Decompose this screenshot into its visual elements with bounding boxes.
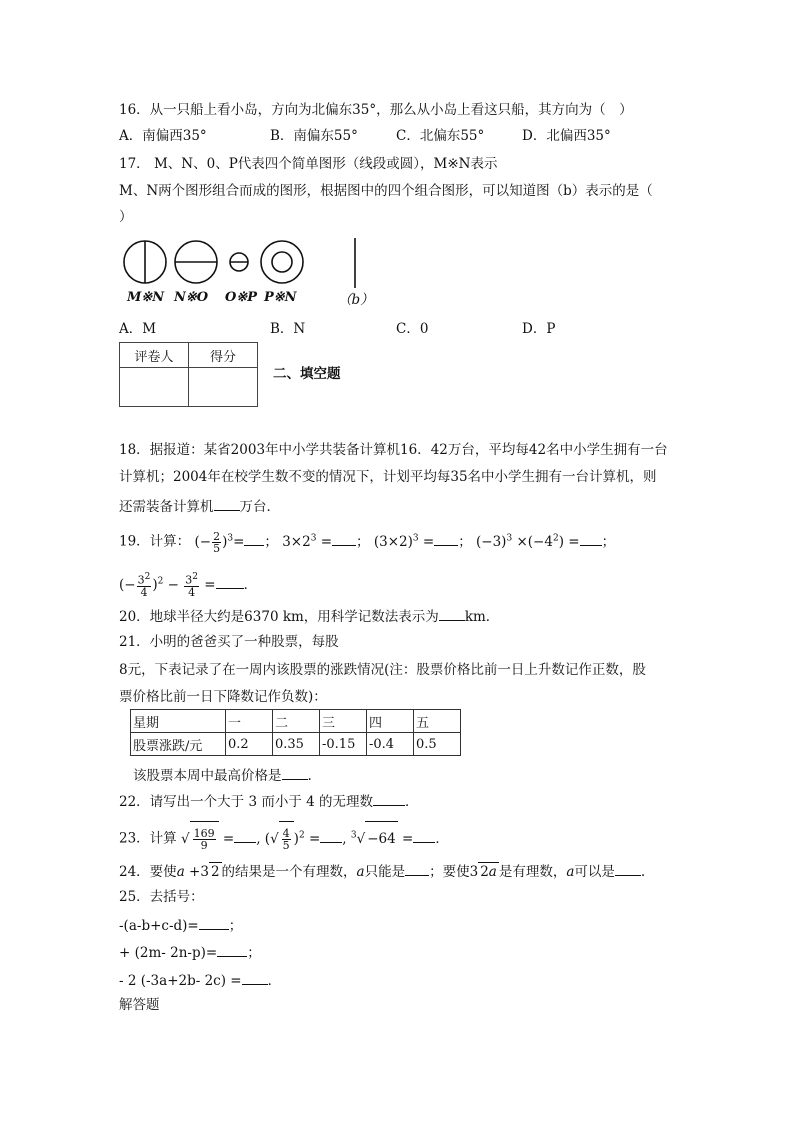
q21-after-b: . <box>307 768 312 784</box>
q20-text-b: km． <box>464 609 500 625</box>
score-header-grader: 评卷人 <box>120 343 189 368</box>
q21-line2: 8元，下表记录了在一周内该股票的涨跌情况(注：股票价格比前一日上升数记作正数，股 <box>119 662 646 678</box>
q17-option-a: A．M <box>119 321 157 337</box>
stock-header-tue: 二 <box>273 710 320 733</box>
q24-text-c: 只能是 <box>364 864 406 880</box>
q17-figures <box>119 236 379 292</box>
stock-row-label: 股票涨跌/元 <box>131 733 226 756</box>
stock-value-thu: -0.4 <box>367 733 414 756</box>
stock-header-fri: 五 <box>414 710 461 733</box>
q16-option-d: D．北偏西35° <box>522 128 611 144</box>
q22-blank <box>373 791 405 806</box>
q25-line3: - 2 (-3a+2b- 2c) = <box>119 973 242 989</box>
q25-line2: + (2m- 2n-p)= <box>119 945 218 961</box>
q23-expr1: √ $\frac{169}{9}$ = , <box>181 831 261 847</box>
figure-n-o <box>175 241 217 283</box>
q23-line <box>119 818 449 856</box>
figure-label-n-o: N※O <box>174 290 209 305</box>
q25-end2: ； <box>247 945 261 961</box>
q24-expr1: a +3 2 <box>176 864 220 880</box>
q25-line1: -(a-b+c-d)= <box>119 918 199 934</box>
q21-after-a: 该股票本周中最高价格是 <box>133 768 282 784</box>
q22-text-a: 22．请写出一个大于 3 而小于 4 的无理数 <box>119 794 374 810</box>
stock-value-mon: 0.2 <box>226 733 273 756</box>
q24-text-d: ；要使 <box>429 864 470 880</box>
q24-text-b: 的结果是一个有理数， <box>221 864 357 880</box>
q18-line2: 计算机；2004年在校学生数不变的情况下，计划平均每35名中小学生拥有一台计算机，则 <box>119 469 657 485</box>
q19-line2 <box>119 566 257 600</box>
q25-end3: ． <box>267 973 282 989</box>
q25-title: 25．去括号： <box>119 889 204 905</box>
score-cell-grader <box>120 368 189 407</box>
q18-line3 <box>119 496 280 516</box>
q19-label: 19．计算： <box>119 533 191 550</box>
q24-text-g: . <box>640 864 646 880</box>
q23-expr3: $^3$√ −64 = ． <box>351 831 449 847</box>
score-table <box>119 342 258 407</box>
q19-expr2: $3\times 2^3$ = ； <box>282 534 369 550</box>
q18-line3-a: 还需装备计算机 <box>119 499 214 515</box>
q19-expr5: (− $\frac{3^2}{4}$ )$^2$ − $\frac{3^2}{4}$ = ． <box>119 572 258 599</box>
q24-expr2: 3 2a <box>469 864 497 880</box>
q16-option-c: C．北偏东55° <box>396 128 485 144</box>
q16-option-b: B．南偏东55° <box>270 128 358 144</box>
stock-header-mon: 一 <box>226 710 273 733</box>
figure-p-n <box>261 241 303 283</box>
q17-line2: M、N两个图形组合而成的图形，根据图中的四个组合图形，可以知道图（b）表示的是（ <box>119 183 653 199</box>
q23-expr2: (√ $\frac{4}{5}$ )$^2$ = , <box>265 831 347 847</box>
q24-text-a: 24．要使 <box>119 864 177 880</box>
q19-expr4: $(-3)^3 \times(-4^2)$ = ； <box>476 534 615 550</box>
q19-line1 <box>119 524 615 556</box>
figure-label-m-n: M※N <box>127 290 165 305</box>
q19-expr3: $(3\times 2)^3$ = ； <box>374 534 472 550</box>
score-header-score: 得分 <box>189 343 258 368</box>
q21-line3: 票价格比前一日下降数记作负数)： <box>119 689 327 705</box>
q16-option-a: A．南偏西35° <box>119 128 207 144</box>
stock-header-wed: 三 <box>320 710 367 733</box>
q24-line: 24．要使a +3 2 的结果是一个有理数，a只能是 ；要使3 2a 是有理数，a可以是 . <box>119 861 645 881</box>
q18-line3-b: 万台． <box>239 499 280 515</box>
q16-text: 16．从一只船上看小岛，方向为北偏东35°，那么从小岛上看这只船，其方向为（ ） <box>119 102 633 118</box>
q24-text-e: 是有理数， <box>498 864 567 880</box>
score-cell-score <box>189 368 258 407</box>
footer-section-title: 解答题 <box>119 997 160 1013</box>
q17-line3: ） <box>119 209 133 225</box>
q24-blank-2 <box>615 861 641 876</box>
figure-o-p <box>230 253 248 271</box>
q24-blank-1 <box>405 861 429 876</box>
q21-line1: 21．小明的爸爸买了一种股票，每股 <box>119 634 339 650</box>
q22-line <box>119 791 419 811</box>
stock-value-fri: 0.5 <box>414 733 461 756</box>
stock-value-tue: 0.35 <box>273 733 320 756</box>
q19-expr1: (− $\frac{2}{5}$ )$^3$= ； <box>194 529 278 555</box>
q17-option-c: C．0 <box>396 321 429 337</box>
q25-line2-row <box>119 942 261 962</box>
stock-header-thu: 四 <box>367 710 414 733</box>
stock-table <box>130 709 461 756</box>
figure-label-b: （b） <box>338 292 374 308</box>
q17-option-d: D．P <box>522 321 556 337</box>
q17-option-b: B．N <box>270 321 306 337</box>
q20-text-a: 20．地球半径大约是6370 km，用科学记数法表示为 <box>119 609 439 625</box>
q17-line1: 17． M、N、0、P代表四个简单图形（线段或圆），M※N表示 <box>119 156 498 172</box>
q18-blank <box>214 496 240 511</box>
q21-after <box>133 765 312 785</box>
q24-text-f: 可以是 <box>574 864 615 880</box>
figure-label-p-n: P※N <box>264 290 297 305</box>
q20-blank <box>439 606 465 621</box>
q25-line3-row <box>119 970 281 990</box>
stock-value-wed: -0.15 <box>320 733 367 756</box>
q18-line1: 18．据报道：某省2003年中小学共装备计算机16．42万台，平均每42名中小学生拥有一台 <box>119 442 668 458</box>
figure-m-n <box>124 241 166 283</box>
q20-line <box>119 606 499 626</box>
q25-end1: ； <box>228 918 243 934</box>
figure-label-o-p: O※P <box>225 290 257 305</box>
q25-line1-row <box>119 915 242 935</box>
q23-label: 23．计算 <box>119 830 177 847</box>
q21-blank <box>282 765 308 780</box>
stock-header-day: 星期 <box>131 710 226 733</box>
section-title: 二、填空题 <box>273 366 341 382</box>
q22-text-b: ． <box>405 794 419 810</box>
